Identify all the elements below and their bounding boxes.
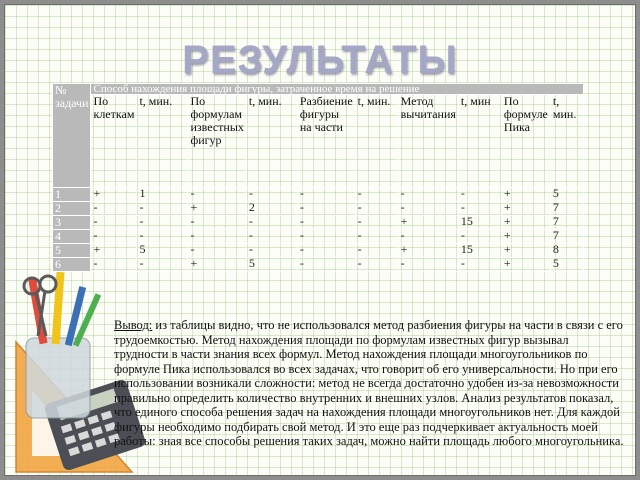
table-cell: -	[398, 258, 458, 272]
table-cell: -	[297, 216, 355, 230]
table-cell: -	[137, 216, 188, 230]
table-cell: -	[355, 188, 398, 202]
col-method-formulas: По формулам известных фигур	[188, 95, 246, 188]
table-cell: -	[355, 244, 398, 258]
table-cell: 1	[137, 188, 188, 202]
table-cell: -	[398, 202, 458, 216]
table-cell: -	[91, 202, 137, 216]
table-cell: -	[297, 230, 355, 244]
conclusion-text: из таблицы видно, что не использовался метод разбиения фигуры на части в связи с его трудоемкостью. Метод нахождения площади по формулам известных фигур вызывал трудности в части знания всех формул. Метод нахождения площади многоугольников по формуле Пика использовался во всех задачах, что говорит об его универсальности. Но при его использовании возникали сложности: метод не всегда достаточно удобен из-за невозможности правильно определить количество внутренних и внешних узлов. Анализ результатов показал, что единого способа решения задач на нахождения площади многоугольников нет. Для каждой фигуры необходимо подбирать свой метод. И это еще раз подчеркивает актуальность моей работы: зная все способы решения таких задач, можно найти площадь любого многоугольника.	[114, 318, 624, 448]
row-number: 3	[53, 216, 91, 230]
table-cell: -	[297, 244, 355, 258]
table-cell: -	[297, 188, 355, 202]
col-time-split: t, мин.	[355, 95, 398, 188]
conclusion-block	[114, 318, 624, 449]
scissors-icon	[24, 276, 56, 336]
method-group-header: Способ нахождения площади фигуры, затраченное время на решение	[91, 84, 583, 95]
table-cell: -	[246, 230, 297, 244]
table-cell: +	[501, 258, 550, 272]
table-row	[53, 258, 584, 272]
col-time-cells: t, мин.	[137, 95, 188, 188]
table-cell: -	[297, 202, 355, 216]
table-cell: -	[188, 216, 246, 230]
table-cell: 5	[550, 188, 583, 202]
col-time-pick: t, мин.	[550, 95, 583, 188]
table-cell: -	[355, 258, 398, 272]
table-cell: -	[355, 202, 398, 216]
table-cell: +	[188, 202, 246, 216]
table-cell: -	[458, 258, 501, 272]
table-cell: +	[398, 216, 458, 230]
table-cell: -	[246, 188, 297, 202]
table-cell: +	[501, 202, 550, 216]
table-cell: +	[501, 244, 550, 258]
table-cell: +	[501, 216, 550, 230]
row-number: 2	[53, 202, 91, 216]
table-cell: -	[458, 202, 501, 216]
table-cell: -	[188, 188, 246, 202]
slide-title: РЕЗУЛЬТАТЫ	[182, 38, 458, 82]
table-cell: -	[458, 188, 501, 202]
table-cell: -	[355, 216, 398, 230]
col-method-cells: По клеткам	[91, 95, 137, 188]
col-time-subtract: t, мин	[458, 95, 501, 188]
conclusion-label: Вывод:	[114, 318, 153, 332]
table-cell: 8	[550, 244, 583, 258]
table-cell: -	[137, 230, 188, 244]
table-cell: +	[91, 244, 137, 258]
table-cell: -	[246, 244, 297, 258]
table-cell: -	[137, 202, 188, 216]
results-table	[52, 83, 584, 272]
table-cell: -	[246, 216, 297, 230]
table-cell: -	[355, 230, 398, 244]
table-cell: 5	[246, 258, 297, 272]
row-number: 4	[53, 230, 91, 244]
col-method-split: Разбиение фигуры на части	[297, 95, 355, 188]
table-cell: 15	[458, 244, 501, 258]
table-cell: -	[91, 216, 137, 230]
num-header: № задачи	[53, 84, 91, 188]
table-cell: -	[458, 230, 501, 244]
col-time-formulas: t, мин.	[246, 95, 297, 188]
table-cell: 5	[550, 258, 583, 272]
table-cell: -	[188, 230, 246, 244]
table-cell: -	[398, 230, 458, 244]
table-cell: -	[91, 258, 137, 272]
table-cell: 7	[550, 230, 583, 244]
table-cell: +	[501, 188, 550, 202]
table-cell: -	[137, 258, 188, 272]
table-cell: +	[188, 258, 246, 272]
table-cell: 15	[458, 216, 501, 230]
col-method-pick: По формуле Пика	[501, 95, 550, 188]
table-cell: 2	[246, 202, 297, 216]
table-cell: -	[188, 244, 246, 258]
table-cell: 7	[550, 202, 583, 216]
table-cell: 7	[550, 216, 583, 230]
table-cell: +	[501, 230, 550, 244]
row-number: 6	[53, 258, 91, 272]
table-cell: +	[91, 188, 137, 202]
table-cell: -	[91, 230, 137, 244]
table-cell: -	[398, 188, 458, 202]
table-cell: 5	[137, 244, 188, 258]
row-number: 1	[53, 188, 91, 202]
table-cell: +	[398, 244, 458, 258]
col-method-subtract: Метод вычитания	[398, 95, 458, 188]
row-number: 5	[53, 244, 91, 258]
table-cell: -	[297, 258, 355, 272]
